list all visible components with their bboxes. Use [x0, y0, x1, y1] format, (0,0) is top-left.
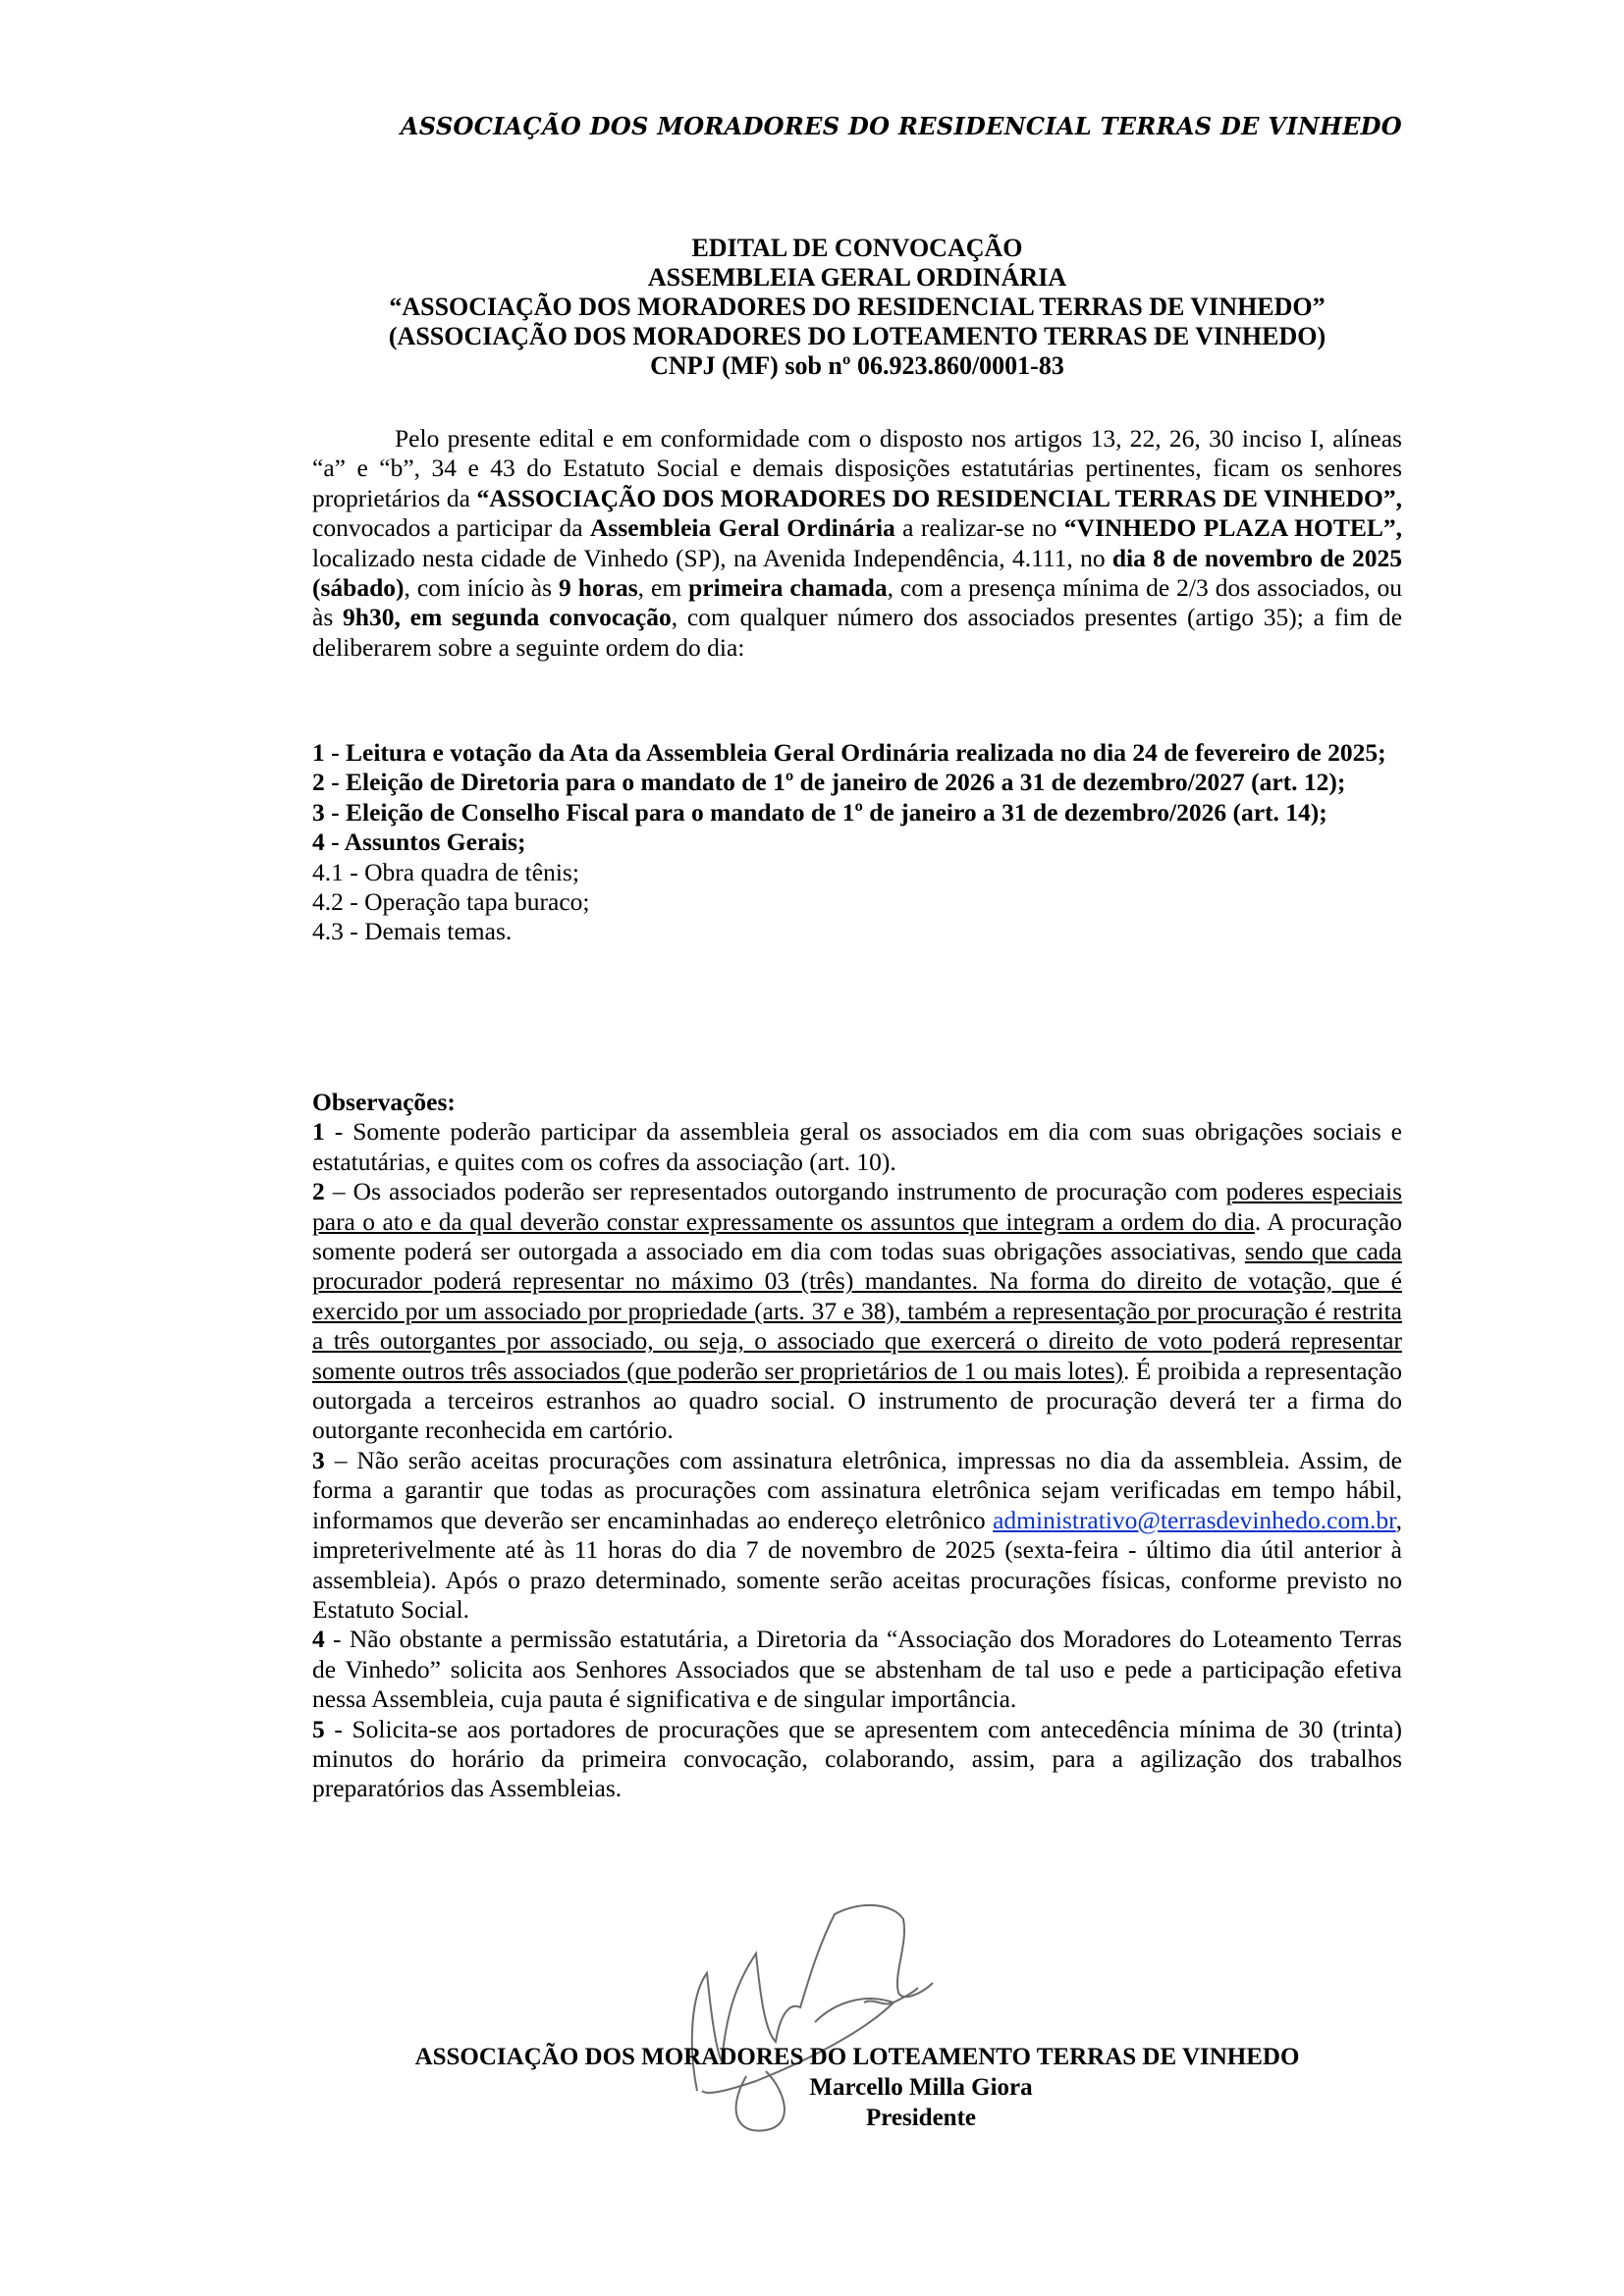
observation-2	[312, 1177, 1402, 1446]
observation-text: - Não obstante a permissão estatutária, a Diretoria da “Associação dos Moradores do Loteamento Terras de Vinhedo” solicita aos Senhores Associados que se abstenham de tal uso e pede a participação efetiva nessa Assembleia, cuja pauta é significativa e de singular importância.	[312, 1625, 1402, 1714]
intro-text: , com a presença mínima de 2/3 dos associados, ou às	[312, 573, 1402, 632]
signatory-role: Presidente	[865, 2105, 976, 2131]
agenda-item: 1 - Leitura e votação da Ata da Assembleia Geral Ordinária realizada no dia 24 de fevereiro de 2025;	[312, 738, 1386, 767]
agenda-item: 4 - Assuntos Gerais;	[312, 828, 526, 857]
intro-text: Pelo presente edital e em conformidade com o disposto nos artigos 13, 22, 26, 30 inciso I, alíneas “a” e “b”, 34 e 43 do Estatuto Social e demais disposições estatutárias pertinentes, ficam os senhores proprietários da	[312, 424, 1402, 512]
title-edital: EDITAL DE CONVOCAÇÃO	[691, 234, 1023, 262]
email-link[interactable]: administrativo@terrasdevinhedo.com.br	[993, 1505, 1396, 1534]
agenda-item: 2 - Eleição de Diretoria para o mandato de 1º de janeiro de 2026 a 31 de dezembro/2027 (art. 12);	[312, 768, 1346, 797]
intro-second-call-bold: 9h30, em segunda convocação	[343, 603, 672, 632]
signature-org: ASSOCIAÇÃO DOS MORADORES DO LOTEAMENTO TERRAS DE VINHEDO	[414, 2044, 1300, 2070]
intro-text: convocados a participar da	[312, 513, 590, 543]
observations-section	[312, 1088, 1402, 1804]
intro-text: localizado nesta cidade de Vinhedo (SP), na Avenida Independência, 4.111, no	[312, 543, 1112, 572]
observation-text: – Não serão aceitas procurações com assinatura eletrônica, impressas no dia da assembleia. Assim, de forma a garantir que todas as procurações com assinatura eletrônica sejam verificadas em tempo hábil, informamos que deverão ser encaminhadas ao endereço eletrônico	[312, 1445, 1402, 1534]
title-cnpj: CNPJ (MF) sob nº 06.923.860/0001-83	[650, 351, 1064, 380]
title-org-name: “ASSOCIAÇÃO DOS MORADORES DO RESIDENCIAL TERRAS DE VINHEDO”	[389, 293, 1326, 321]
observation-text: - Somente poderão participar da assembleia geral os associados em dia com suas obrigações sociais e estatutárias, e quites com os cofres da associação (art. 10).	[312, 1117, 1402, 1176]
observation-number: 5	[312, 1714, 325, 1743]
observation-number: 1	[312, 1117, 325, 1147]
observation-text: – Os associados poderão ser representados outorgando instrumento de procuração com	[324, 1177, 1226, 1206]
agenda-list	[312, 738, 1402, 947]
observation-3	[312, 1446, 1402, 1625]
intro-text: a realizar-se no	[894, 513, 1064, 543]
intro-assembly-bold: Assembleia Geral Ordinária	[589, 513, 895, 543]
intro-first-call-bold: primeira chamada	[688, 573, 888, 603]
signatory-name: Marcello Milla Giora	[809, 2074, 1033, 2101]
intro-text: , em	[637, 573, 689, 603]
agenda-subitem: 4.1 - Obra quadra de tênis;	[312, 857, 579, 886]
intro-date-bold: dia 8 de novembro de 2025 (sábado)	[312, 543, 1402, 603]
observation-4	[312, 1625, 1402, 1714]
page-header: ASSOCIAÇÃO DOS MORADORES DO RESIDENCIAL TERRAS DE VINHEDO	[400, 112, 1402, 140]
observation-text: . A procuração somente poderá ser outorgada a associado em dia com todas suas obrigações associativas,	[312, 1206, 1402, 1266]
observation-underlined-text: poderes especiais para o ato e da qual deverão constar expressamente os assuntos que integram a ordem do dia	[312, 1177, 1402, 1236]
agenda-subitem: 4.2 - Operação tapa buraco;	[312, 887, 590, 917]
observation-text: . É proibida a representação outorgada a terceiros estranhos ao quadro social. O instrumento de procuração deverá ter a firma do outorgante reconhecida em cartório.	[312, 1356, 1402, 1445]
observations-heading: Observações:	[312, 1088, 456, 1116]
intro-time-bold: 9 horas	[559, 573, 638, 603]
title-block	[312, 234, 1402, 381]
observation-number: 2	[312, 1177, 325, 1206]
title-org-alt-name: (ASSOCIAÇÃO DOS MORADORES DO LOTEAMENTO TERRAS DE VINHEDO)	[388, 322, 1326, 350]
intro-org-bold: “ASSOCIAÇÃO DOS MORADORES DO RESIDENCIAL TERRAS DE VINHEDO”,	[476, 483, 1403, 512]
observation-text: - Solicita-se aos portadores de procurações que se apresentem com antecedência mínima de 30 (trinta) minutos do horário da primeira convocação, colaborando, assim, para a agilização dos trabalhos preparatórios das Assembleias.	[312, 1714, 1402, 1803]
observation-5	[312, 1715, 1402, 1804]
intro-venue-bold: “VINHEDO PLAZA HOTEL”,	[1063, 513, 1402, 543]
observation-number: 3	[312, 1445, 325, 1474]
observation-underlined-text: sendo que cada procurador poderá representar no máximo 03 (três) mandantes. Na forma do direito de votação, que é exercido por um associado por propriedade (arts. 37 e 38), também a representação por procuração é restrita a três outorgantes por associado, ou seja, o associado que exercerá o direito de voto poderá representar somente outros três associados (que poderão ser proprietários de 1 ou mais lotes)	[312, 1237, 1403, 1385]
agenda-subitem: 4.3 - Demais temas.	[312, 917, 513, 946]
intro-paragraph	[312, 424, 1402, 663]
intro-text: , com início às	[404, 573, 559, 603]
agenda-item: 3 - Eleição de Conselho Fiscal para o mandato de 1º de janeiro a 31 de dezembro/2026 (art. 14);	[312, 797, 1327, 827]
observation-1	[312, 1117, 1402, 1177]
signature-block	[312, 2042, 1402, 2133]
title-assembleia: ASSEMBLEIA GERAL ORDINÁRIA	[647, 263, 1067, 292]
observation-number: 4	[312, 1625, 325, 1654]
intro-text: , com qualquer número dos associados presentes (artigo 35); a fim de deliberarem sobre a seguinte ordem do dia:	[312, 603, 1403, 662]
observation-text: , impreterivelmente até às 11 horas do dia 7 de novembro de 2025 (sexta-feira - último dia útil anterior à assembleia). Após o prazo determinado, somente serão aceitas procurações físicas, conforme previsto no Estatuto Social.	[312, 1505, 1402, 1624]
